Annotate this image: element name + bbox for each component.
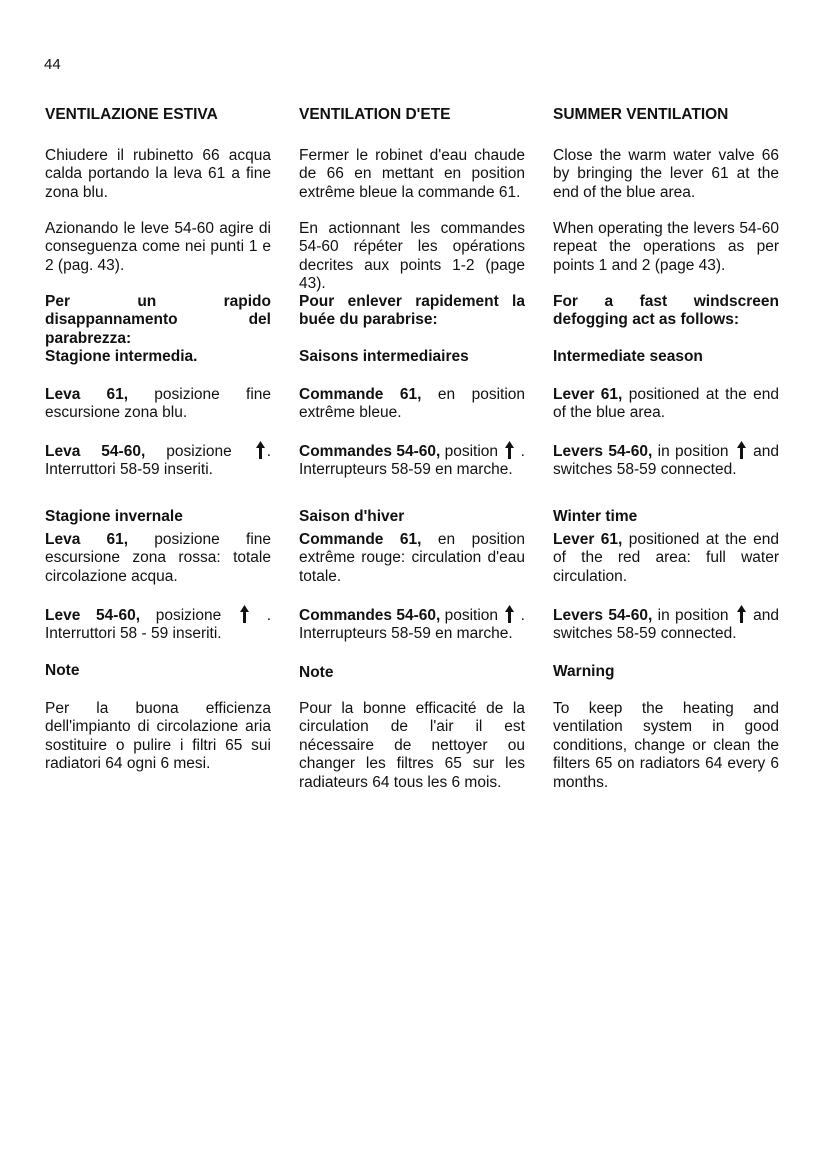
winter-levers-54-60-instruction: Commandes 54-60, position . Interrupteurs 58-59 en marche. <box>299 607 525 643</box>
mid-levers-it <box>45 441 271 480</box>
winter-heading-fr <box>299 508 525 526</box>
upward-arrow-icon <box>240 605 249 623</box>
winter-lever-61-instruction: Lever 61, positioned at the end of the red area: full water circulation. <box>553 531 779 585</box>
mid-levers-en <box>553 441 779 480</box>
levers-54-60-instruction: Levers 54-60, in position and switches 58-59 connected. <box>553 443 779 479</box>
winter-lever-it <box>45 531 271 586</box>
winter-heading-en <box>553 508 779 526</box>
defogging-heading: Per un rapido disappannamento del parabrezza: <box>45 293 271 347</box>
upward-arrow-icon <box>505 441 514 459</box>
winter-lever-61-instruction: Commande 61, en position extrême rouge: circulation d'eau totale. <box>299 531 526 585</box>
paragraph-levers-it <box>45 220 271 275</box>
note-text: Pour la bonne efficacité de la circulation de l'air il est nécessaire de nettoyer ou changer les filtres 65 sur les radiateurs 64 tous les 6 mois. <box>299 700 525 791</box>
levers-instruction: Azionando le leve 54-60 agire di conseguenza come nei punti 1 e 2 (pag. 43). <box>45 220 271 274</box>
lever-61-instruction: Leva 61, posizione fine escursione zona blu. <box>45 386 271 422</box>
section-title-fr <box>299 106 525 124</box>
warning-text: To keep the heating and ventilation system in good conditions, change or clean the filters 65 on radiators 64 every 6 months. <box>553 700 779 791</box>
summer-ventilation-title: VENTILATION D'ETE <box>299 106 451 123</box>
defog-heading-fr <box>299 293 525 330</box>
note-heading-it <box>45 662 271 680</box>
paragraph-valve-it <box>45 147 271 202</box>
intermediate-season-heading: Intermediate season <box>553 348 703 365</box>
paragraph-valve-en <box>553 147 779 202</box>
winter-lever-fr <box>299 531 525 586</box>
winter-levers-54-60-instruction: Levers 54-60, in position and switches 58-59 connected. <box>553 607 779 643</box>
winter-season-heading: Saison d'hiver <box>299 508 405 525</box>
defog-heading-en <box>553 293 779 330</box>
defog-heading-it <box>45 293 271 348</box>
warning-heading-en <box>553 663 779 681</box>
note-heading-fr <box>299 664 525 682</box>
mid-lever-it <box>45 386 271 423</box>
note-text-fr <box>299 700 525 792</box>
lever-61-instruction: Commande 61, en position extrême bleue. <box>299 386 526 422</box>
summer-ventilation-title: VENTILAZIONE ESTIVA <box>45 106 218 123</box>
summer-ventilation-title: SUMMER VENTILATION <box>553 106 729 123</box>
intermediate-season-heading: Stagione intermedia. <box>45 348 198 365</box>
note-heading: Note <box>299 664 334 681</box>
page-number: 44 <box>44 56 61 73</box>
mid-season-heading-en <box>553 348 779 366</box>
winter-levers-54-60-instruction: Leve 54-60, posizione . Interruttori 58 - 59 inseriti. <box>45 607 271 643</box>
defogging-heading: For a fast windscreen defogging act as follows: <box>553 293 779 329</box>
mid-lever-fr <box>299 386 525 423</box>
mid-season-heading-it <box>45 348 271 366</box>
warning-text-en <box>553 700 779 792</box>
valve-instruction: Close the warm water valve 66 by bringing the lever 61 at the end of the blue area. <box>553 147 779 201</box>
winter-levers-it <box>45 605 271 644</box>
upward-arrow-icon <box>505 605 514 623</box>
defogging-heading: Pour enlever rapidement la buée du parabrise: <box>299 293 525 329</box>
winter-lever-61-instruction: Leva 61, posizione fine escursione zona rossa: totale circolazione acqua. <box>45 531 271 585</box>
winter-heading-it <box>45 508 271 526</box>
paragraph-valve-fr <box>299 147 525 202</box>
winter-season-heading: Stagione invernale <box>45 508 183 525</box>
note-text: Per la buona efficienza dell'impianto di circolazione aria sostituire o pulire i filtri 65 sui radiatori 64 ogni 6 mesi. <box>45 700 271 773</box>
winter-season-heading: Winter time <box>553 508 638 525</box>
section-title-it <box>45 106 271 124</box>
levers-54-60-instruction: Leva 54-60, posizione . Interruttori 58-59 inseriti. <box>45 443 271 479</box>
winter-levers-fr <box>299 605 525 644</box>
winter-lever-en <box>553 531 779 586</box>
valve-instruction: Chiudere il rubinetto 66 acqua calda portando la leva 61 a fine zona blu. <box>45 147 271 201</box>
mid-season-heading-fr <box>299 348 525 366</box>
levers-54-60-instruction: Commandes 54-60, position . Interrupteurs 58-59 en marche. <box>299 443 525 479</box>
upward-arrow-icon <box>737 441 746 459</box>
winter-levers-en <box>553 605 779 644</box>
upward-arrow-icon <box>256 441 265 459</box>
note-text-it <box>45 700 271 774</box>
lever-61-instruction: Lever 61, positioned at the end of the blue area. <box>553 386 779 422</box>
note-heading: Note <box>45 662 80 679</box>
valve-instruction: Fermer le robinet d'eau chaude de 66 en mettant en position extrême bleue la commande 61. <box>299 147 525 201</box>
paragraph-levers-fr <box>299 220 525 294</box>
mid-levers-fr <box>299 441 525 480</box>
warning-heading: Warning <box>553 663 615 680</box>
levers-instruction: When operating the levers 54-60 repeat the operations as per points 1 and 2 (page 43). <box>553 220 779 274</box>
mid-lever-en <box>553 386 779 423</box>
section-title-en <box>553 106 779 124</box>
intermediate-season-heading: Saisons intermediaires <box>299 348 469 365</box>
upward-arrow-icon <box>737 605 746 623</box>
levers-instruction: En actionnant les commandes 54-60 répéter les opérations decrites aux points 1-2 (page 43). <box>299 220 525 293</box>
paragraph-levers-en <box>553 220 779 275</box>
